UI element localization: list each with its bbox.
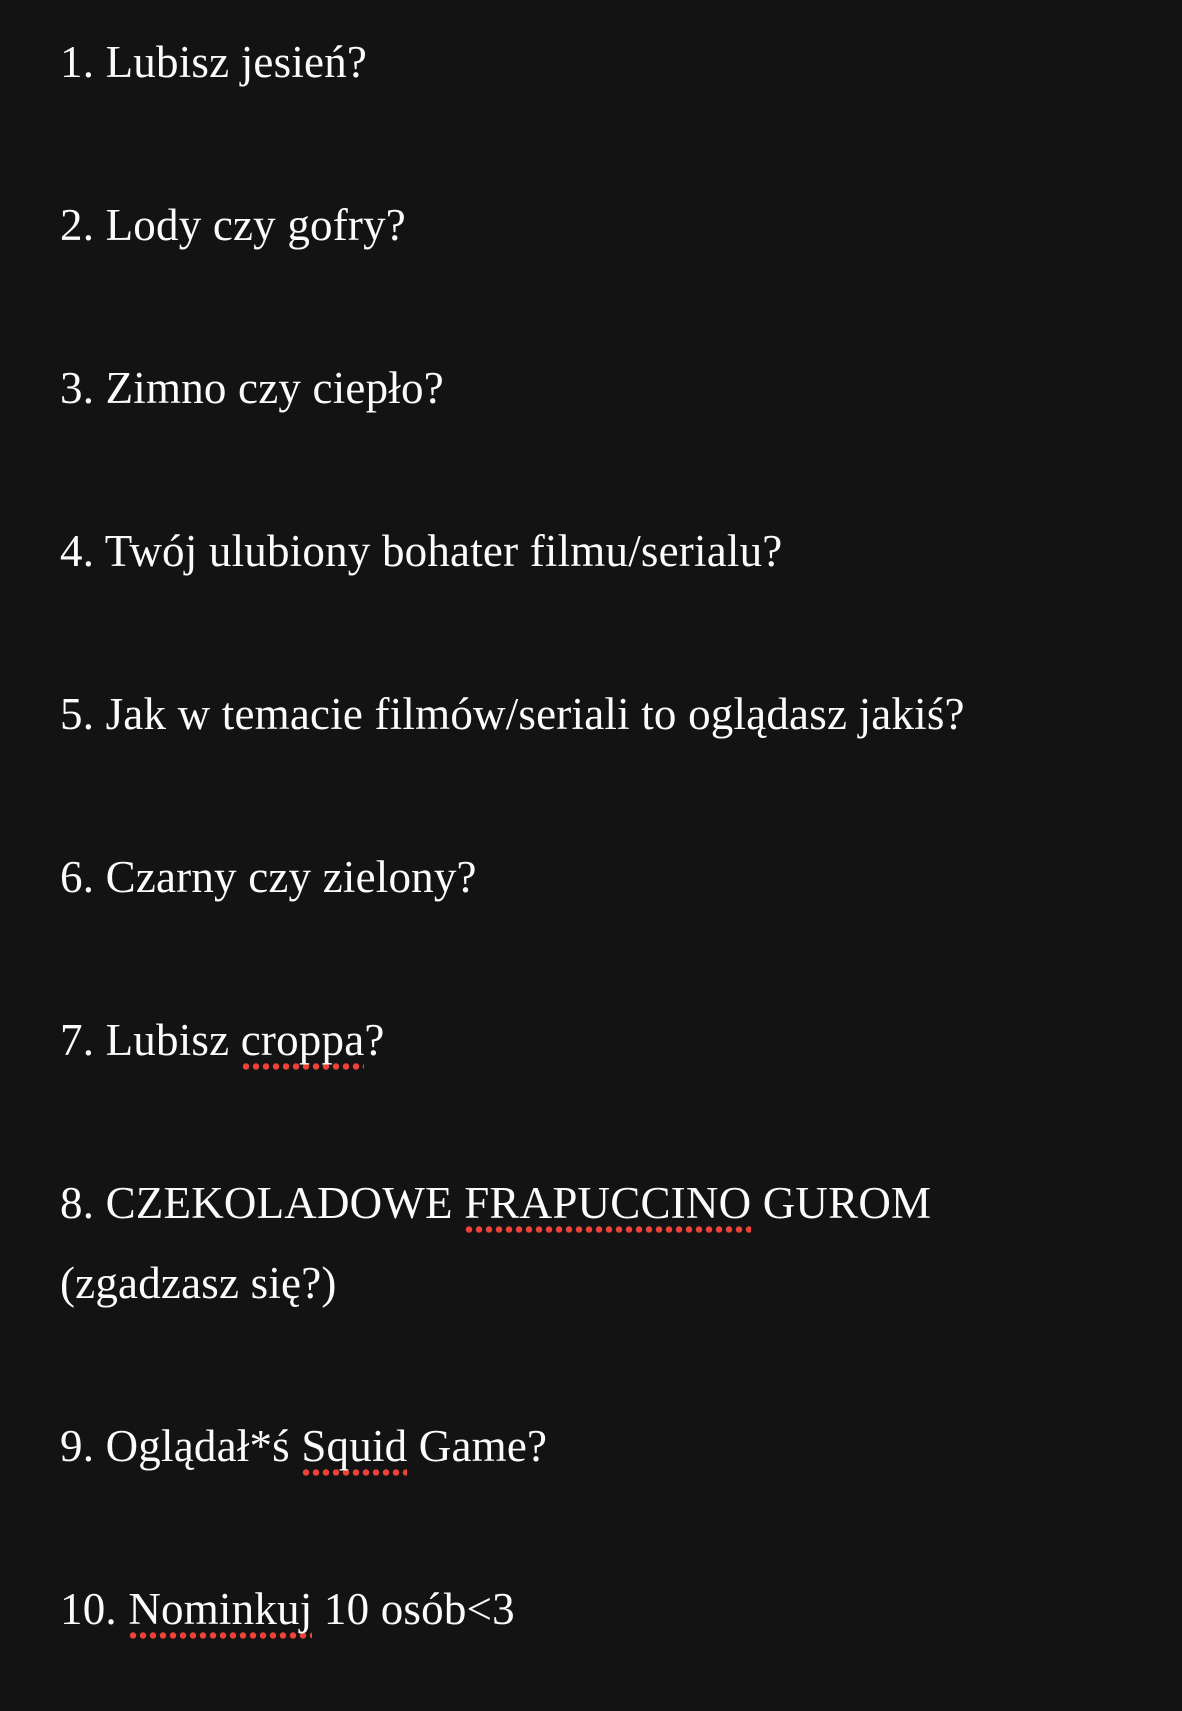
question-text: 10 osób<3 (312, 1584, 515, 1634)
question-line (60, 348, 1142, 428)
misspelled-word: Squid (301, 1421, 407, 1476)
question-item (60, 185, 1142, 265)
question-text: 6. Czarny czy zielony? (60, 852, 477, 902)
question-line (60, 1163, 1142, 1243)
question-text: (zgadzasz się?) (60, 1258, 337, 1308)
question-item (60, 1163, 1142, 1323)
question-text: 10. (60, 1584, 129, 1634)
question-text: GUROM (751, 1178, 932, 1228)
question-line (60, 1569, 1142, 1649)
question-item (60, 1406, 1142, 1486)
question-text: 5. Jak w temacie filmów/seriali to oglądasz jakiś? (60, 689, 965, 739)
question-item (60, 674, 1142, 754)
question-text: 1. Lubisz jesień? (60, 37, 368, 87)
question-item (60, 22, 1142, 102)
misspelled-word: croppa (241, 1015, 365, 1070)
question-line (60, 1000, 1142, 1080)
question-item (60, 348, 1142, 428)
question-item (60, 1000, 1142, 1080)
question-item (60, 1569, 1142, 1649)
question-line (60, 674, 1142, 754)
question-text: 8. CZEKOLADOWE (60, 1178, 465, 1228)
question-line (60, 837, 1142, 917)
misspelled-word: FRAPUCCINO (464, 1178, 751, 1233)
question-line (60, 511, 1142, 591)
question-line (60, 1243, 1142, 1323)
question-text: 2. Lody czy gofry? (60, 200, 406, 250)
question-list (60, 22, 1142, 1649)
question-line (60, 1406, 1142, 1486)
question-text: 3. Zimno czy ciepło? (60, 363, 444, 413)
misspelled-word: Nominkuj (128, 1584, 312, 1639)
question-item (60, 837, 1142, 917)
question-text: 7. Lubisz (60, 1015, 241, 1065)
question-line (60, 22, 1142, 102)
question-item (60, 511, 1142, 591)
question-text: 9. Oglądał*ś (60, 1421, 302, 1471)
question-line (60, 185, 1142, 265)
question-text: 4. Twój ulubiony bohater filmu/serialu? (60, 526, 783, 576)
question-text: Game? (407, 1421, 548, 1471)
question-text: ? (364, 1015, 385, 1065)
